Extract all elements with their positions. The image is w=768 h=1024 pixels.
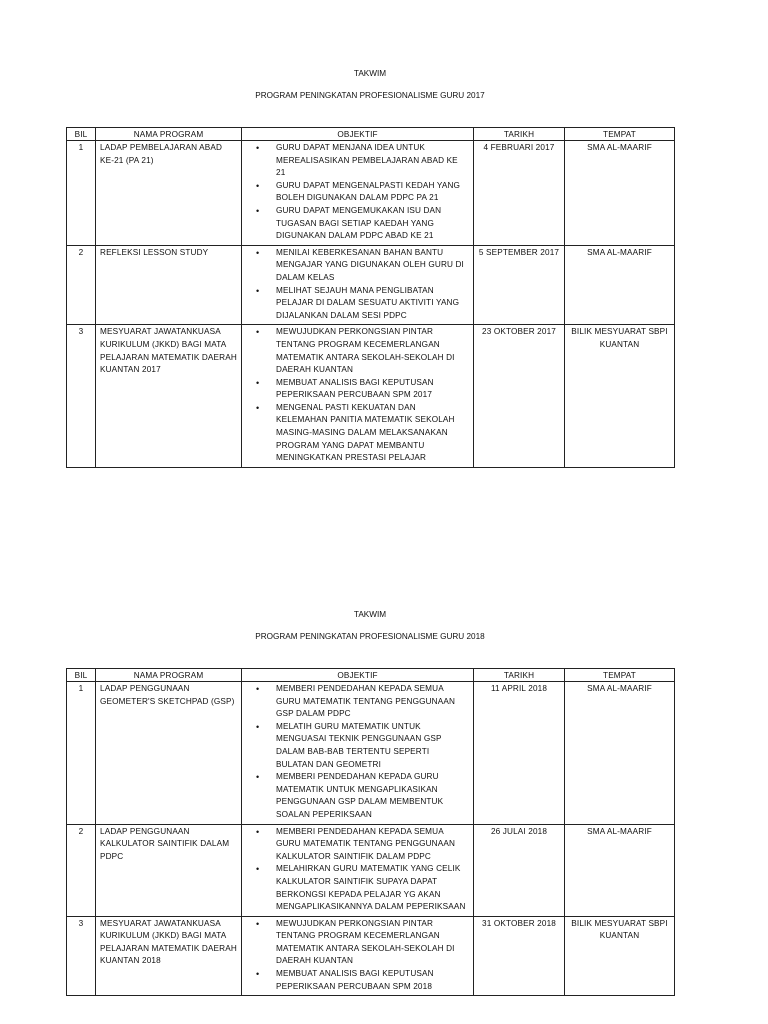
cell-tempat: SMA AL-MAARIF [565, 141, 675, 246]
cell-nama-program: MESYUARAT JAWATANKUASA KURIKULUM (JKKD) BAGI MATA PELAJARAN MATEMATIK DAERAH KUANTAN 2018 [96, 916, 242, 996]
cell-tarikh: 31 OKTOBER 2018 [474, 916, 565, 996]
cell-bil: 1 [67, 141, 96, 246]
takwim-section-2018 [66, 608, 674, 996]
cell-tempat: BILIK MESYUARAT SBPI KUANTAN [565, 916, 675, 996]
program-table [66, 127, 675, 468]
cell-bil: 2 [67, 824, 96, 916]
cell-objektif [242, 245, 474, 325]
cell-objektif [242, 916, 474, 996]
objektif-item: • MENILAI KEBERKESANAN BAHAN BANTU MENGAJAR YANG DIGUNAKAN OLEH GURU DI DALAM KELAS [246, 247, 469, 285]
cell-nama-program: LADAP PENGGUNAAN KALKULATOR SAINTIFIK DALAM PDPC [96, 824, 242, 916]
cell-tempat: BILIK MESYUARAT SBPI KUANTAN [565, 325, 675, 468]
cell-nama-program: MESYUARAT JAWATANKUASA KURIKULUM (JKKD) BAGI MATA PELAJARAN MATEMATIK DAERAH KUANTAN 2017 [96, 325, 242, 468]
cell-tempat: SMA AL-MAARIF [565, 824, 675, 916]
objektif-item: • MELATIH GURU MATEMATIK UNTUK MENGUASAI TEKNIK PENGGUNAAN GSP DALAM BAB-BAB TERTENTU SEPERTI BULATAN DAN GEOMETRI [246, 721, 469, 771]
objektif-list [246, 142, 469, 243]
document-title: TAKWIM [353, 610, 387, 619]
program-table [66, 668, 675, 996]
cell-bil: 3 [67, 916, 96, 996]
cell-nama-program: LADAP PENGGUNAAN GEOMETER'S SKETCHPAD (GSP) [96, 682, 242, 825]
header-nama-program: NAMA PROGRAM [96, 128, 242, 141]
cell-tarikh: 4 FEBRUARI 2017 [474, 141, 565, 246]
objektif-item: • MEWUJUDKAN PERKONGSIAN PINTAR TENTANG PROGRAM KECEMERLANGAN MATEMATIK ANTARA SEKOLAH-SEKOLAH DI DAERAH KUANTAN [246, 918, 469, 968]
header-objektif: OBJEKTIF [242, 669, 474, 682]
objektif-item: • MEMBUAT ANALISIS BAGI KEPUTUSAN PEPERIKSAAN PERCUBAAN SPM 2018 [246, 968, 469, 993]
cell-objektif [242, 682, 474, 825]
cell-tempat: SMA AL-MAARIF [565, 682, 675, 825]
cell-tarikh: 26 JULAI 2018 [474, 824, 565, 916]
objektif-item: • GURU DAPAT MENGEMUKAKAN ISU DAN TUGASAN BAGI SETIAP KAEDAH YANG DIGUNAKAN DALAM PDPC ABAD KE 21 [246, 205, 469, 243]
objektif-item: • MELIHAT SEJAUH MANA PENGLIBATAN PELAJAR DI DALAM SESUATU AKTIVITI YANG DIJALANKAN DALAM SESI PDPC [246, 285, 469, 323]
document-subtitle: PROGRAM PENINGKATAN PROFESIONALISME GURU 2018 [255, 632, 485, 641]
objektif-item: • GURU DAPAT MENJANA IDEA UNTUK MEREALISASIKAN PEMBELAJARAN ABAD KE 21 [246, 142, 469, 180]
document-title: TAKWIM [353, 69, 387, 78]
table-row [67, 325, 675, 468]
cell-objektif [242, 325, 474, 468]
objektif-item: • MENGENAL PASTI KEKUATAN DAN KELEMAHAN PANITIA MATEMATIK SEKOLAH MASING-MASING DALAM MELAKSANAKAN PROGRAM YANG DAPAT MEMBANTU MENINGKATKAN PRESTASI PELAJAR [246, 402, 469, 465]
table-row [67, 824, 675, 916]
header-tempat: TEMPAT [565, 128, 675, 141]
cell-nama-program: REFLEKSI LESSON STUDY [96, 245, 242, 325]
objektif-item: • MEWUJUDKAN PERKONGSIAN PINTAR TENTANG PROGRAM KECEMERLANGAN MATEMATIK ANTARA SEKOLAH-SEKOLAH DI DAERAH KUANTAN [246, 326, 469, 376]
objektif-list [246, 683, 469, 822]
objektif-item: • MEMBUAT ANALISIS BAGI KEPUTUSAN PEPERIKSAAN PERCUBAAN SPM 2017 [246, 377, 469, 402]
objektif-item: • MEMBERI PENDEDAHAN KEPADA SEMUA GURU MATEMATIK TENTANG PENGGUNAAN KALKULATOR SAINTIFIK DALAM PDPC [246, 826, 469, 864]
objektif-item: • MEMBERI PENDEDAHAN KEPADA SEMUA GURU MATEMATIK TENTANG PENGGUNAAN GSP DALAM PDPC [246, 683, 469, 721]
table-header-row [67, 128, 675, 141]
objektif-item: • GURU DAPAT MENGENALPASTI KEDAH YANG BOLEH DIGUNAKAN DALAM PDPC PA 21 [246, 180, 469, 205]
objektif-list [246, 826, 469, 914]
header-bil: BIL [67, 669, 96, 682]
objektif-item: • MELAHIRKAN GURU MATEMATIK YANG CELIK KALKULATOR SAINTIFIK SUPAYA DAPAT BERKONGSI KEPADA PELAJAR YG AKAN MENGAPLIKASIKANNYA DALAM PEPERIKSAAN [246, 863, 469, 913]
header-tarikh: TARIKH [474, 128, 565, 141]
header-tarikh: TARIKH [474, 669, 565, 682]
cell-objektif [242, 141, 474, 246]
objektif-item: • MEMBERI PENDEDAHAN KEPADA GURU MATEMATIK UNTUK MENGAPLIKASIKAN PENGGUNAAN GSP DALAM MEMBENTUK SOALAN PEPERIKSAAN [246, 771, 469, 821]
cell-bil: 1 [67, 682, 96, 825]
table-row [67, 916, 675, 996]
header-objektif: OBJEKTIF [242, 128, 474, 141]
header-tempat: TEMPAT [565, 669, 675, 682]
objektif-list [246, 326, 469, 465]
takwim-section-2017 [66, 67, 674, 468]
objektif-list [246, 918, 469, 994]
document-subtitle: PROGRAM PENINGKATAN PROFESIONALISME GURU 2017 [255, 91, 485, 100]
cell-tempat: SMA AL-MAARIF [565, 245, 675, 325]
cell-bil: 3 [67, 325, 96, 468]
cell-objektif [242, 824, 474, 916]
table-header-row [67, 669, 675, 682]
cell-bil: 2 [67, 245, 96, 325]
cell-tarikh: 11 APRIL 2018 [474, 682, 565, 825]
cell-tarikh: 23 OKTOBER 2017 [474, 325, 565, 468]
table-row [67, 682, 675, 825]
table-row [67, 141, 675, 246]
cell-nama-program: LADAP PEMBELAJARAN ABAD KE-21 (PA 21) [96, 141, 242, 246]
header-bil: BIL [67, 128, 96, 141]
objektif-list [246, 247, 469, 323]
table-row [67, 245, 675, 325]
header-nama-program: NAMA PROGRAM [96, 669, 242, 682]
cell-tarikh: 5 SEPTEMBER 2017 [474, 245, 565, 325]
